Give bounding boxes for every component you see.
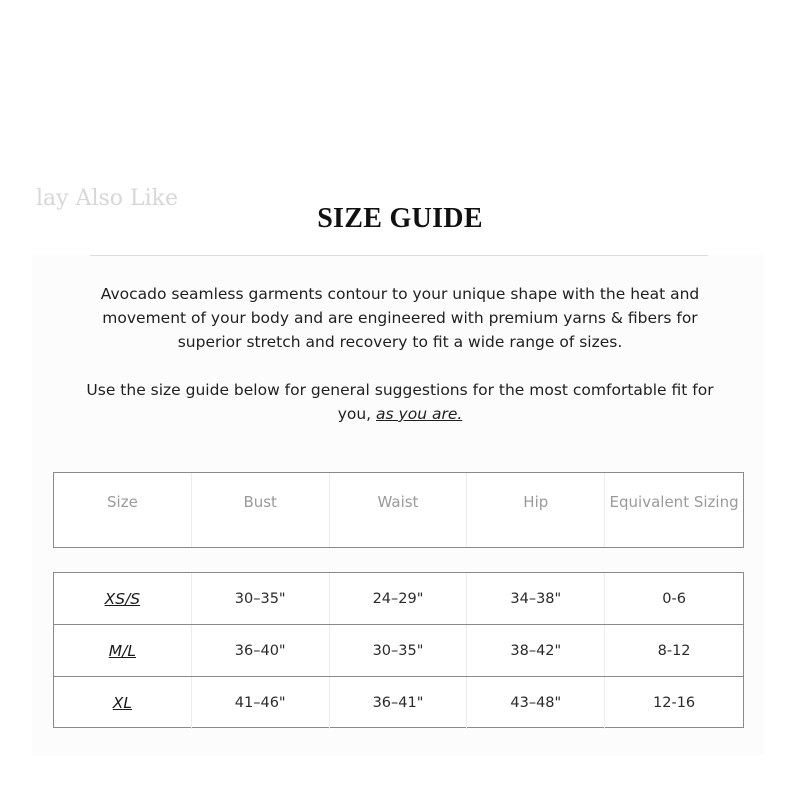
intro-paragraph-2	[80, 378, 720, 426]
as-you-are-link[interactable]: as you are.	[376, 405, 463, 423]
equivalent-value: 0-6	[662, 590, 686, 607]
size-table-body	[53, 572, 744, 728]
hip-value: 38–42"	[467, 625, 605, 676]
header-equivalent-sizing: Equivalent Sizing	[609, 493, 739, 511]
size-table-header	[53, 472, 744, 548]
modal-title: SIZE GUIDE	[317, 203, 483, 234]
bust-value: 36–40"	[192, 625, 330, 676]
hip-value: 43–48"	[467, 677, 605, 729]
size-link-xs-s[interactable]: XS/S	[54, 573, 192, 624]
intro-text	[80, 282, 720, 426]
waist-value: 36–41"	[330, 677, 468, 729]
header-size: Size	[54, 473, 192, 547]
equivalent-value: 12-16	[653, 695, 696, 711]
size-link-xl[interactable]: XL	[54, 677, 192, 729]
bust-value: 41–46"	[192, 677, 330, 729]
table-row	[54, 573, 743, 625]
size-link-m-l[interactable]: M/L	[54, 625, 192, 676]
bust-value: 30–35"	[192, 573, 330, 624]
header-bust: Bust	[192, 473, 330, 547]
background-section-heading: lay Also Like	[36, 186, 179, 211]
hip-value: 34–38"	[467, 573, 605, 624]
header-waist: Waist	[330, 473, 468, 547]
waist-value: 30–35"	[330, 625, 468, 676]
table-row	[54, 677, 743, 729]
equivalent-value: 8-12	[657, 642, 691, 659]
table-row	[54, 625, 743, 677]
title-divider	[90, 255, 708, 256]
intro-paragraph-2-text: Use the size guide below for general suggestions for the most comfortable fit for you,	[86, 381, 714, 423]
waist-value: 24–29"	[330, 573, 468, 624]
header-hip: Hip	[467, 473, 605, 547]
intro-paragraph-1: Avocado seamless garments contour to your unique shape with the heat and movement of your body and are engineered with premium yarns & fibers for superior stretch and recovery to fit a wide range of sizes.	[100, 285, 700, 351]
